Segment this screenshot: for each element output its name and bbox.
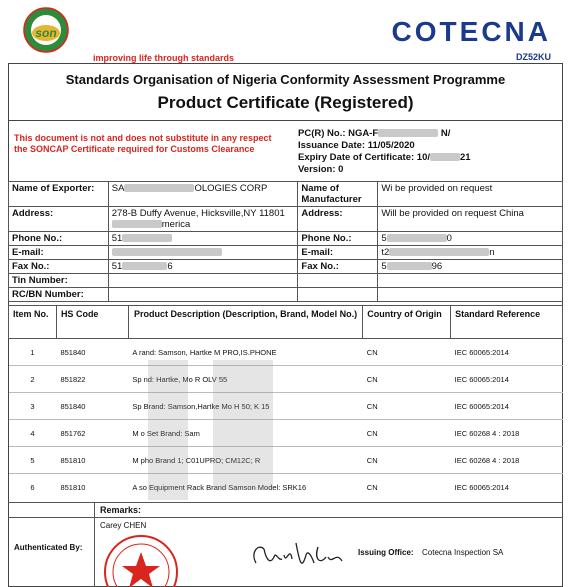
description: Sp Brand: Samson,Hartke Mo H 50; K 15 xyxy=(128,393,362,420)
item-no: 5 xyxy=(9,447,57,474)
origin: CN xyxy=(363,447,451,474)
hs-code: 851822 xyxy=(56,366,128,393)
description: M pho Brand 1; C01UPRO; CM12C; R xyxy=(128,447,362,474)
signer-name: Carey CHEN xyxy=(100,521,147,530)
issuing-office-value: Cotecna Inspection SA xyxy=(422,548,504,557)
table-row xyxy=(9,474,563,501)
header-item-no: Item No. xyxy=(9,306,57,339)
hs-code: 851840 xyxy=(56,339,128,366)
item-no: 4 xyxy=(9,420,57,447)
exporter-phone-value: 51 xyxy=(108,232,298,246)
rc-label: RC/BN Number: xyxy=(9,288,109,302)
footer-divider xyxy=(94,502,95,587)
manufacturer-fax-value: 5 96 xyxy=(378,260,563,274)
origin: CN xyxy=(363,339,451,366)
rc-spacer-2 xyxy=(378,288,563,302)
hs-code: 851810 xyxy=(56,474,128,501)
table-row xyxy=(9,366,563,393)
exporter-fax-value: 51 6 xyxy=(108,260,298,274)
manufacturer-email-label: E-mail: xyxy=(298,246,378,260)
remarks-row xyxy=(8,502,563,518)
table-row xyxy=(9,393,563,420)
table-row xyxy=(9,447,563,474)
document-code: DZ52KU xyxy=(515,52,551,62)
exporter-address-label: Address: xyxy=(9,207,109,232)
items-table xyxy=(8,305,563,500)
manufacturer-label: Name of Manufacturer xyxy=(298,182,378,207)
origin: CN xyxy=(363,474,451,501)
description: M o Set Brand: Sam xyxy=(128,420,362,447)
exporter-email-label: E-mail: xyxy=(9,246,109,260)
exporter-fax-label: Fax No.: xyxy=(9,260,109,274)
redaction-smudge xyxy=(148,360,188,500)
son-logo-text: son xyxy=(35,26,57,40)
header-standard: Standard Reference xyxy=(451,306,563,339)
redaction-smudge xyxy=(213,360,273,490)
slogan: improving life through standards xyxy=(93,53,235,63)
organisation-title: Standards Organisation of Nigeria Conformity Assessment Programme xyxy=(65,72,506,87)
header-description: Product Description (Description, Brand, Model No.) xyxy=(128,306,362,339)
description: Sp nd: Hartke, Mo R OLV 55 xyxy=(128,366,362,393)
tin-spacer-2 xyxy=(378,274,563,288)
manufacturer-address-value: Will be provided on request China xyxy=(378,207,563,232)
certificate-page xyxy=(8,0,563,587)
certificate-title: Product Certificate (Registered) xyxy=(157,93,414,112)
tin-spacer xyxy=(298,274,378,288)
origin: CN xyxy=(363,366,451,393)
exporter-email-value xyxy=(108,246,298,260)
issuance-date: Issuance Date: 11/05/2020 xyxy=(298,140,415,151)
manufacturer-value: Wi be provided on request xyxy=(378,182,563,207)
header-hs-code: HS Code xyxy=(56,306,128,339)
authenticated-label: Authenticated By: xyxy=(14,543,83,552)
item-no: 3 xyxy=(9,393,57,420)
origin: CN xyxy=(363,393,451,420)
cotecna-logo: COTECNA xyxy=(391,16,551,47)
hs-code: 851840 xyxy=(56,393,128,420)
exporter-address-value: 278-B Duffy Avenue, Hicksville,NY 11801merica xyxy=(108,207,298,232)
table-row xyxy=(9,339,563,366)
manufacturer-phone-value: 5 0 xyxy=(378,232,563,246)
parties-table xyxy=(8,181,563,302)
description: A so Equipment Rack Brand Samson Model: SRK16 xyxy=(128,474,362,501)
customs-notice: This document is not and does not substitute in any respect the SONCAP Certificate required for Customs Clearance xyxy=(14,133,272,154)
hs-code: 851810 xyxy=(56,447,128,474)
standard: IEC 60065:2014 xyxy=(451,474,563,501)
tin-label: Tin Number: xyxy=(9,274,109,288)
version: Version: 0 xyxy=(298,164,344,175)
standard: IEC 60268 4 : 2018 xyxy=(451,447,563,474)
standard: IEC 60065:2014 xyxy=(451,366,563,393)
item-no: 2 xyxy=(9,366,57,393)
origin: CN xyxy=(363,420,451,447)
item-no: 1 xyxy=(9,339,57,366)
certificate-info xyxy=(298,128,471,176)
item-no: 6 xyxy=(9,474,57,501)
rc-value xyxy=(108,288,298,302)
red-seal-stamp xyxy=(96,530,186,587)
tin-value xyxy=(108,274,298,288)
manufacturer-fax-label: Fax No.: xyxy=(298,260,378,274)
manufacturer-email-value: t2 n xyxy=(378,246,563,260)
description: A rand: Samson, Hartke M PRO,IS.PHONE xyxy=(128,339,362,366)
items-header-row xyxy=(9,306,563,339)
standard: IEC 60065:2014 xyxy=(451,339,563,366)
remarks-label: Remarks: xyxy=(100,505,142,515)
exporter-phone-label: Phone No.: xyxy=(9,232,109,246)
table-row xyxy=(9,420,563,447)
manufacturer-phone-label: Phone No.: xyxy=(298,232,378,246)
hs-code: 851762 xyxy=(56,420,128,447)
pcr-number: PC(R) No.: NGA-F N/ xyxy=(298,128,451,139)
divider xyxy=(8,120,563,121)
handwritten-signature xyxy=(248,535,348,575)
header-country: Country of Origin xyxy=(363,306,451,339)
issuing-office-label: Issuing Office: xyxy=(358,548,414,557)
exporter-value: SA OLOGIES CORP xyxy=(108,182,298,207)
exporter-label: Name of Exporter: xyxy=(9,182,109,207)
rc-spacer xyxy=(298,288,378,302)
standard: IEC 60268 4 : 2018 xyxy=(451,420,563,447)
standard: IEC 60065:2014 xyxy=(451,393,563,420)
son-logo xyxy=(16,6,76,56)
manufacturer-address-label: Address: xyxy=(298,207,378,232)
expiry-date: Expiry Date of Certificate: 10/ 21 xyxy=(298,152,471,163)
